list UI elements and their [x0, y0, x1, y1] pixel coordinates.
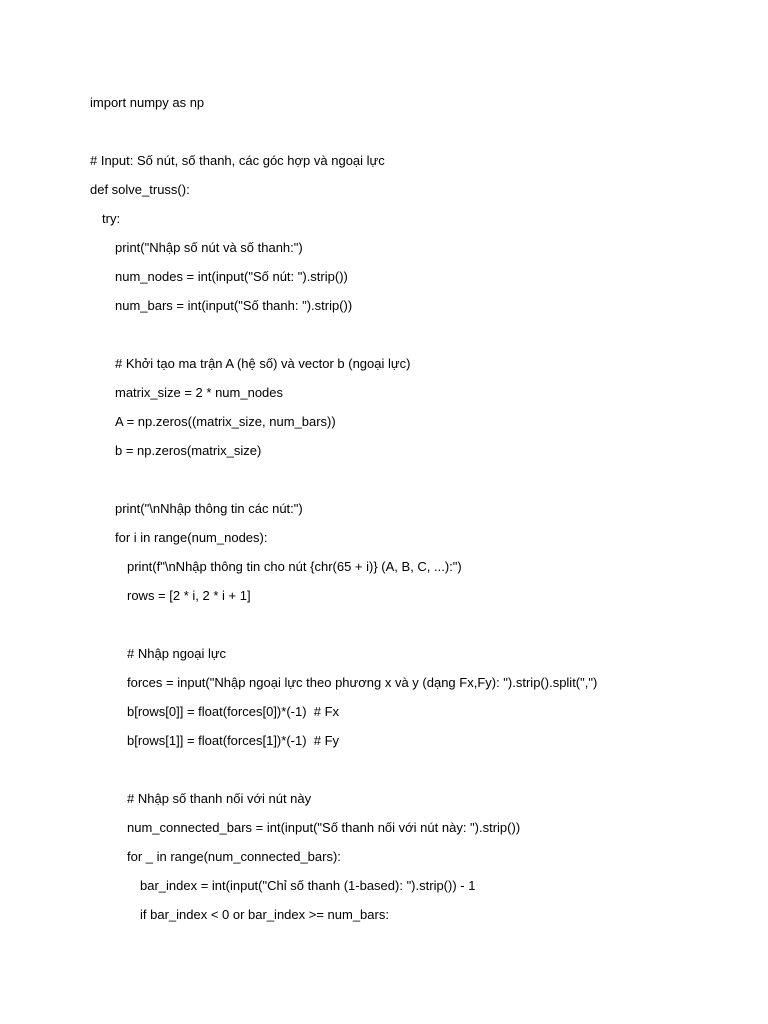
code-line: # Input: Số nút, số thanh, các góc hợp và ngoại lực [90, 153, 385, 168]
code-line: matrix_size = 2 * num_nodes [115, 385, 284, 400]
code-line: # Nhập số thanh nối với nút này [127, 791, 312, 806]
code-line: for _ in range(num_connected_bars): [127, 849, 341, 864]
code-line: forces = input("Nhập ngoại lực theo phương x và y (dạng Fx,Fy): ").strip().split(",") [127, 675, 598, 690]
code-line: # Nhập ngoại lực [127, 646, 227, 661]
code-line: def solve_truss(): [90, 182, 190, 197]
code-line: print(f"\nNhập thông tin cho nút {chr(65 + i)} (A, B, C, ...):") [127, 559, 462, 574]
code-line: num_bars = int(input("Số thanh: ").strip()) [115, 298, 353, 313]
code-line: import numpy as np [90, 95, 205, 110]
code-line: b[rows[0]] = float(forces[0])*(-1) # Fx [127, 704, 340, 719]
code-line [90, 755, 730, 784]
code-line: for i in range(num_nodes): [115, 530, 268, 545]
code-line: b[rows[1]] = float(forces[1])*(-1) # Fy [127, 733, 340, 748]
code-line: b = np.zeros(matrix_size) [115, 443, 262, 458]
code-line: # Khởi tạo ma trận A (hệ số) và vector b (ngoại lực) [115, 356, 411, 371]
code-line: num_connected_bars = int(input("Số thanh nối với nút này: ").strip()) [127, 820, 521, 835]
code-line [90, 610, 730, 639]
code-line [90, 465, 730, 494]
code-block [90, 88, 730, 929]
code-line [90, 117, 730, 146]
code-line: A = np.zeros((matrix_size, num_bars)) [115, 414, 336, 429]
code-line: print("\nNhập thông tin các nút:") [115, 501, 303, 516]
code-line: if bar_index < 0 or bar_index >= num_bars: [140, 907, 389, 922]
code-line: bar_index = int(input("Chỉ số thanh (1-based): ").strip()) - 1 [140, 878, 476, 893]
code-line: print("Nhập số nút và số thanh:") [115, 240, 303, 255]
code-line: rows = [2 * i, 2 * i + 1] [127, 588, 251, 603]
code-line: try: [102, 211, 121, 226]
code-line [90, 320, 730, 349]
code-line: num_nodes = int(input("Số nút: ").strip()) [115, 269, 348, 284]
